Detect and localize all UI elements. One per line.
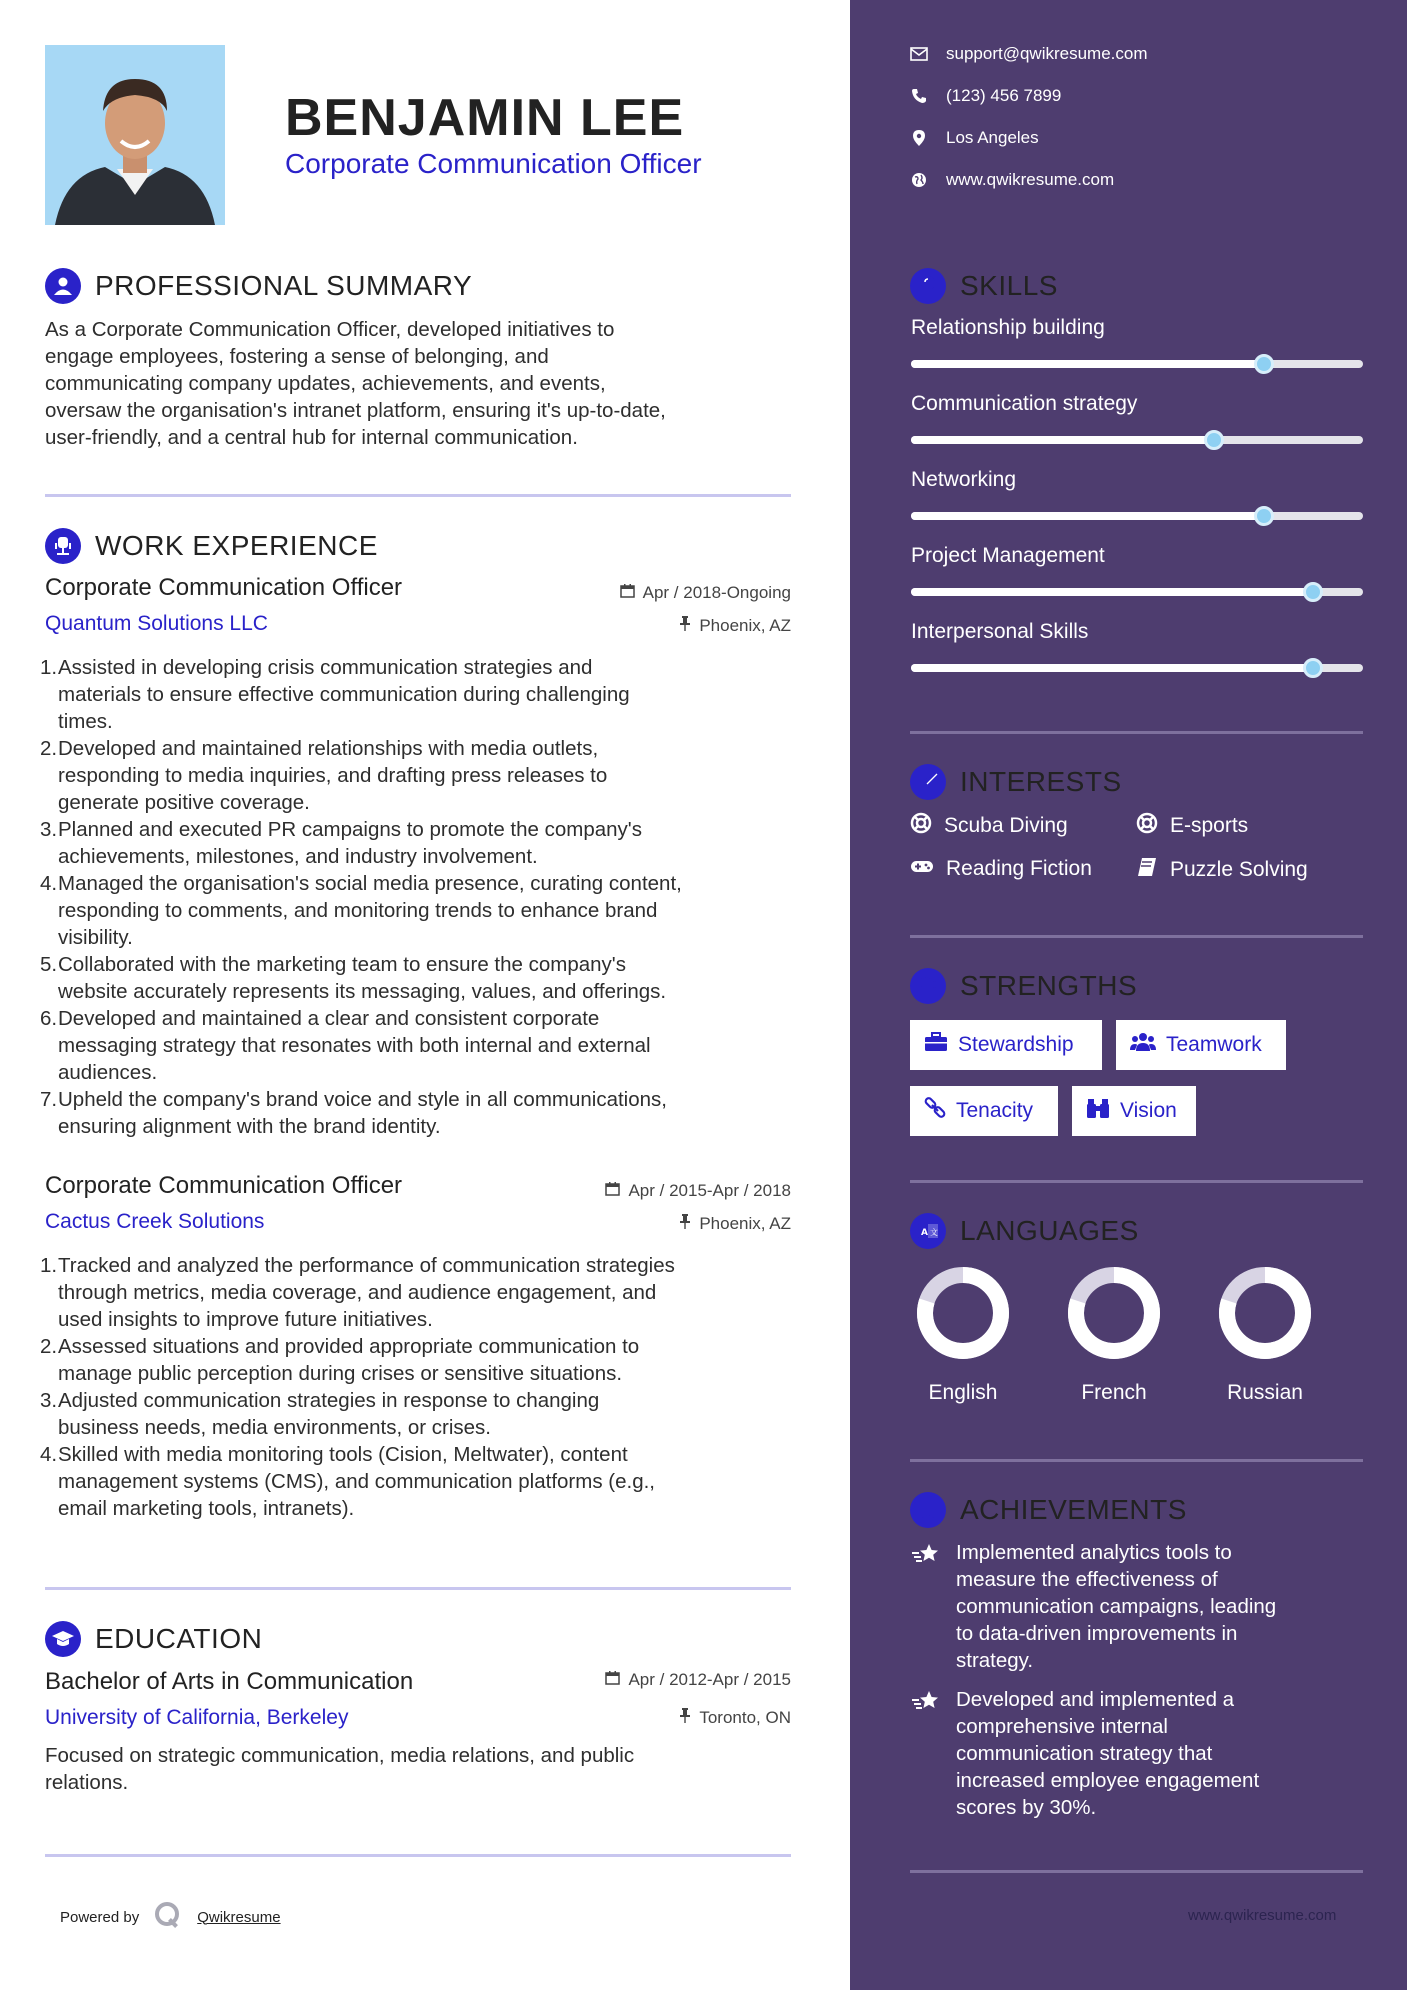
skill-bar-fill [911, 360, 1264, 368]
interest-item: Puzzle Solving [1136, 857, 1308, 883]
divider [910, 731, 1363, 734]
candidate-role: Corporate Communication Officer [285, 148, 702, 179]
job-location: Phoenix, AZ [560, 616, 791, 636]
list-item: 1. Tracked and analyzed the performance of communication strategies through metrics, media coverage, and audience engagement, and used insights to improve future initiatives. [40, 1254, 675, 1331]
list-item: 6. Developed and maintained a clear and consistent corporate messaging strategy that resonates with both internal and external audiences. [40, 1007, 651, 1084]
divider [45, 1854, 791, 1857]
job-dates: Apr / 2015-Apr / 2018 [540, 1181, 791, 1201]
interest-item: E-sports [1136, 812, 1248, 840]
map-marker-icon [910, 130, 928, 146]
profile-photo [45, 45, 225, 225]
brand-link[interactable]: Qwikresume [197, 1908, 281, 1926]
skills-header [910, 268, 1058, 304]
skill-label: Networking [911, 468, 1017, 491]
education-text: Focused on strategic communication, media relations, and public relations. [45, 1744, 635, 1794]
education-title: EDUCATION [95, 1623, 263, 1654]
life-ring-icon [910, 812, 932, 840]
skill-bar-fill [911, 512, 1264, 520]
globe-icon [910, 172, 928, 188]
skill-label: Project Management [911, 544, 1105, 567]
list-item: 2. Assessed situations and provided appropriate communication to manage public perception during crises or sensitive situations. [40, 1335, 640, 1385]
footer-site[interactable]: www.qwikresume.com [1188, 1907, 1337, 1924]
education-header [45, 1621, 262, 1657]
candidate-name: BENJAMIN LEE [285, 89, 685, 147]
achievement-item: Developed and implemented a comprehensive internal communication strategy that increased employee engagement scores by 30%. [910, 1686, 1259, 1821]
skill-bar-fill [911, 436, 1214, 444]
skill-label: Relationship building [911, 316, 1105, 339]
skill-bar [911, 664, 1363, 672]
briefcase-icon [924, 1032, 948, 1058]
powered-by-label: Powered by [60, 1908, 140, 1926]
interests-title: INTERESTS [960, 766, 1122, 797]
interest-item: Scuba Diving [910, 812, 1068, 840]
list-item: 4. Skilled with media monitoring tools (Cision, Meltwater), content management systems (CMS), and communication platforms (e.g., email marketing tools, intranets). [40, 1443, 655, 1520]
language-donut [908, 1258, 1018, 1373]
shooting-star-icon [910, 1539, 942, 1674]
skill-bar [911, 512, 1363, 520]
achievements-title: ACHIEVEMENTS [960, 1494, 1187, 1525]
list-item: 3. Planned and executed PR campaigns to promote the company's achievements, milestones, and industry involvement. [40, 818, 642, 868]
strength-chip: Teamwork [1116, 1020, 1286, 1070]
divider [45, 494, 791, 497]
phone-icon [910, 88, 928, 104]
link-icon [924, 1097, 946, 1125]
qwikresume-logo-icon [153, 1900, 183, 1934]
summary-text: As a Corporate Communication Officer, developed initiatives to engage employees, fostering a sense of belonging, and communicating company updates, achievements, and events, oversaw the organisation's intranet platform, ensuring it's up-to-date, user-friendly, and a central hub for internal communication. [45, 318, 666, 449]
lightbulb-icon [910, 268, 946, 304]
list-item: 7. Upheld the company's brand voice and style in all communications, ensuring alignment with the brand identity. [40, 1088, 667, 1138]
contact-website[interactable]: www.qwikresume.com [910, 170, 1114, 190]
calendar-icon [605, 1181, 620, 1201]
calendar-icon [605, 1670, 620, 1690]
skill-bar-fill [911, 664, 1313, 672]
skill-label: Interpersonal Skills [911, 620, 1089, 643]
divider [910, 935, 1363, 938]
achievements-header [910, 1492, 1187, 1528]
work-header [45, 528, 378, 564]
contact-phone[interactable]: (123) 456 7899 [910, 86, 1061, 106]
language-label: French [1081, 1381, 1147, 1404]
job-dates: Apr / 2018-Ongoing [560, 583, 791, 603]
pin-icon [679, 1708, 691, 1728]
list-item: 3. Adjusted communication strategies in response to changing business needs, media environments, or crises. [40, 1389, 600, 1439]
job-company: Quantum Solutions LLC [45, 612, 268, 635]
language-donut [1059, 1258, 1169, 1373]
paper-plane-icon [910, 764, 946, 800]
job-company: Cactus Creek Solutions [45, 1210, 265, 1233]
job-title: Corporate Communication Officer [45, 574, 403, 601]
education-dates: Apr / 2012-Apr / 2015 [540, 1670, 791, 1690]
work-title: WORK EXPERIENCE [95, 530, 378, 561]
footer-powered-by [60, 1900, 281, 1934]
job-duties [40, 1252, 800, 1522]
summary-header [45, 268, 472, 304]
degree-title: Bachelor of Arts in Communication [45, 1668, 414, 1695]
achievement-item: Implemented analytics tools to measure the effectiveness of communication campaigns, leading to data-driven improvements in strategy. [910, 1539, 1276, 1674]
skill-level-knob [1254, 506, 1274, 526]
language-label: English [928, 1381, 998, 1404]
interest-item: Reading Fiction [910, 857, 1092, 881]
school-name: University of California, Berkeley [45, 1706, 349, 1729]
graduation-cap-icon [45, 1621, 81, 1657]
life-ring-icon [1136, 812, 1158, 840]
pin-icon [679, 616, 691, 636]
divider [45, 1587, 791, 1590]
calendar-icon [620, 583, 635, 603]
briefcase-chair-icon [45, 528, 81, 564]
divider [910, 1870, 1363, 1873]
user-icon [45, 268, 81, 304]
skill-level-knob [1303, 582, 1323, 602]
interests-header [910, 764, 1122, 800]
skill-bar [911, 588, 1363, 596]
skill-level-knob [1303, 658, 1323, 678]
skill-level-knob [1204, 430, 1224, 450]
job-title: Corporate Communication Officer [45, 1172, 403, 1199]
fist-icon [910, 968, 946, 1004]
skills-title: SKILLS [960, 270, 1058, 301]
binoculars-icon [1086, 1097, 1110, 1125]
contact-location: Los Angeles [910, 128, 1039, 148]
list-item: 5. Collaborated with the marketing team to ensure the company's website accurately represents its messaging, values, and offerings. [40, 953, 667, 1003]
strengths-header [910, 968, 1137, 1004]
envelope-icon [910, 47, 928, 61]
language-donut [1210, 1258, 1320, 1373]
strength-chip: Tenacity [910, 1086, 1058, 1136]
summary-title: PROFESSIONAL SUMMARY [95, 270, 473, 301]
star-badge-icon [910, 1492, 946, 1528]
book-icon [1136, 857, 1158, 883]
skill-bar [911, 360, 1363, 368]
skill-level-knob [1254, 354, 1274, 374]
divider [910, 1459, 1363, 1462]
list-item: 4. Managed the organisation's social media presence, curating content, responding to comments, and monitoring trends to enhance brand visibility. [40, 872, 682, 949]
gamepad-icon [910, 857, 934, 881]
strength-chip: Stewardship [910, 1020, 1102, 1070]
list-item: 1. Assisted in developing crisis communication strategies and materials to ensure effective communication during challenging times. [40, 656, 630, 733]
contact-email[interactable]: support@qwikresume.com [910, 44, 1148, 64]
education-location: Toronto, ON [560, 1708, 791, 1728]
pin-icon [679, 1214, 691, 1234]
strengths-title: STRENGTHS [960, 970, 1138, 1001]
svg-text:文: 文 [930, 1228, 938, 1237]
users-icon [1130, 1032, 1156, 1058]
list-item: 2. Developed and maintained relationships with media outlets, responding to media inquiries, and drafting press releases to generate positive coverage. [40, 737, 608, 814]
languages-title: LANGUAGES [960, 1215, 1139, 1246]
strength-chip: Vision [1072, 1086, 1196, 1136]
language-label: Russian [1227, 1381, 1303, 1404]
language-icon [910, 1213, 946, 1249]
shooting-star-icon [910, 1686, 942, 1821]
job-location: Phoenix, AZ [560, 1214, 791, 1234]
job-duties [40, 654, 800, 1140]
divider [910, 1180, 1363, 1183]
skill-label: Communication strategy [911, 392, 1138, 415]
languages-header [910, 1213, 1139, 1249]
skill-bar-fill [911, 588, 1313, 596]
svg-text:A: A [921, 1228, 928, 1238]
skill-bar [911, 436, 1363, 444]
